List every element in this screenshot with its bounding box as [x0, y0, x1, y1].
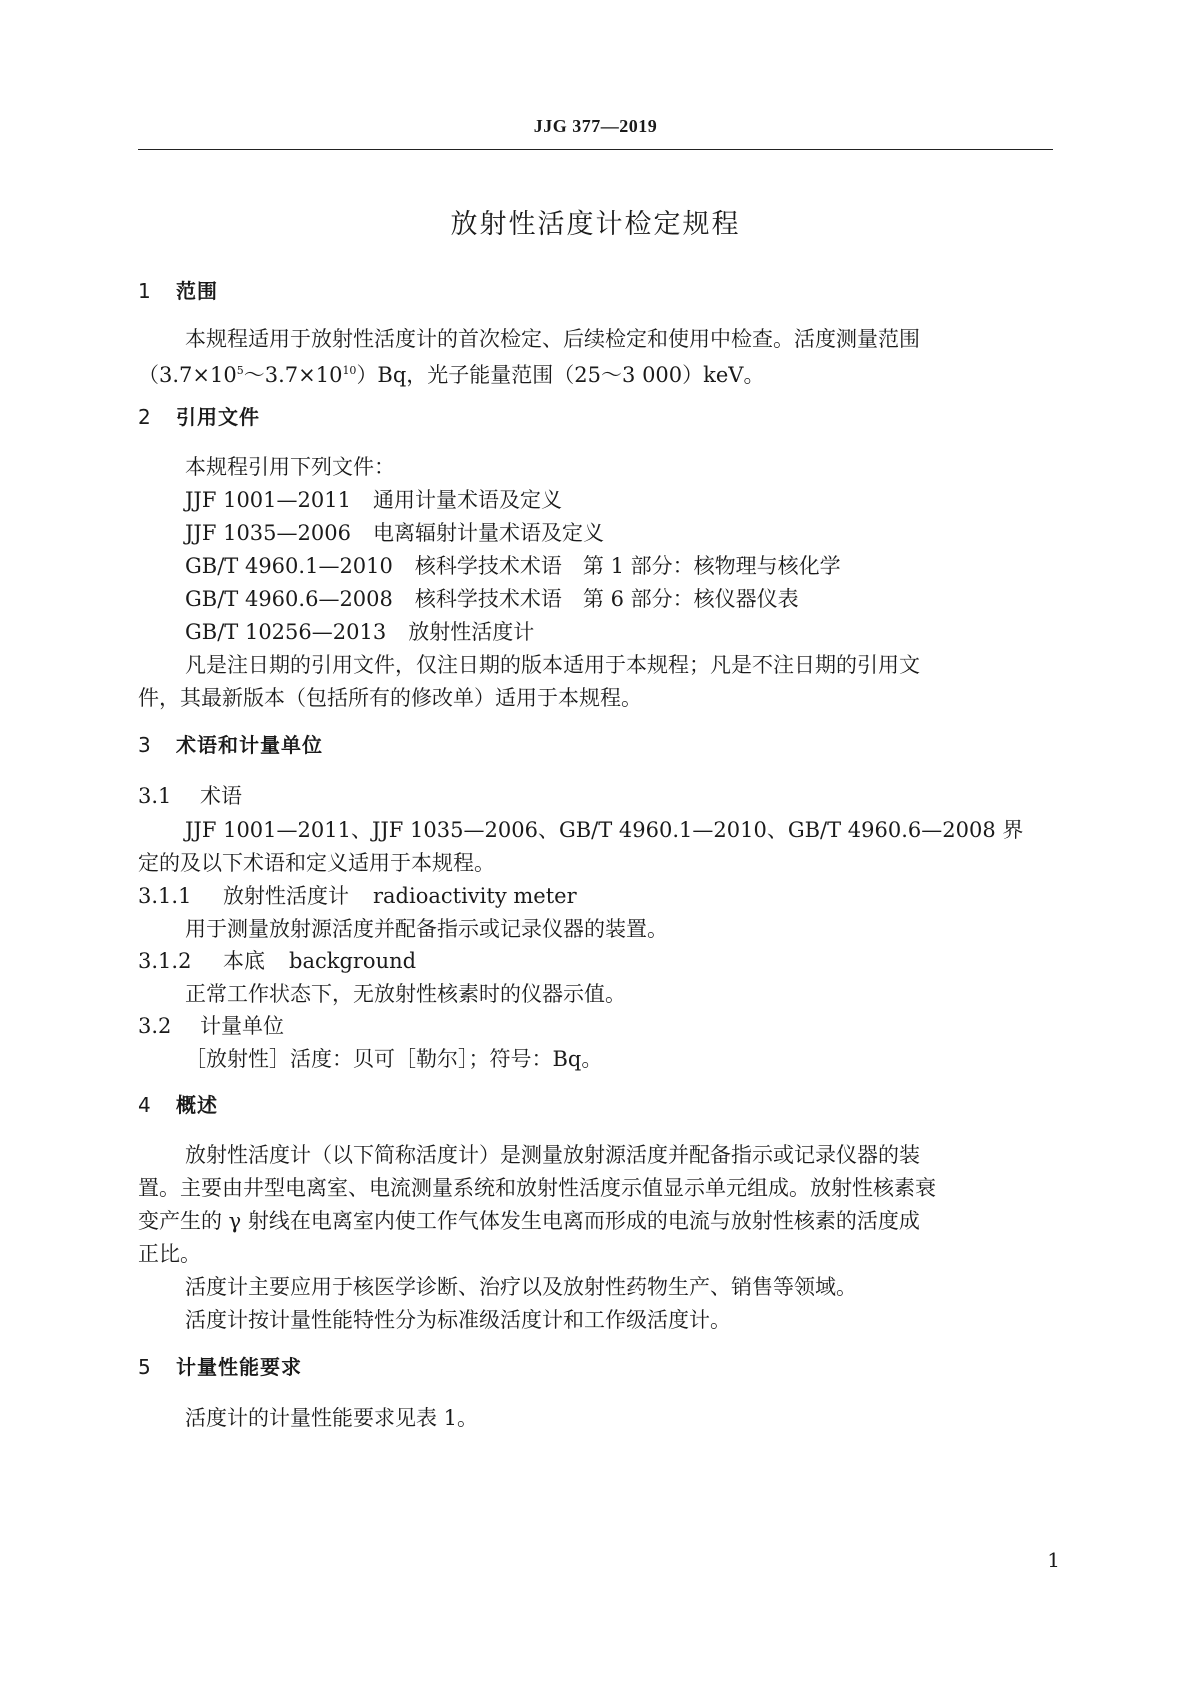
reference-item [185, 518, 1053, 548]
reference-code: JJF 1001—2011 [185, 488, 351, 512]
range-text-a: （3.7×10 [138, 363, 237, 387]
subsection-title: 计量单位 [200, 1014, 284, 1038]
section-3-heading [138, 730, 1053, 760]
reference-title: 核科学技术术语 第 1 部分：核物理与核化学 [414, 554, 841, 578]
term-definition: 用于测量放射源活度并配备指示或记录仪器的装置。 [185, 917, 668, 941]
term-english: background [289, 949, 417, 973]
paragraph-line: 定的及以下术语和定义适用于本规程。 [138, 851, 495, 875]
paragraph-line: 活度计的计量性能要求见表 1。 [185, 1406, 479, 1430]
exponent: 10 [342, 364, 357, 377]
reference-code: GB/T 10256—2013 [185, 620, 387, 644]
running-header [0, 116, 1191, 137]
header-rule [138, 149, 1053, 150]
subsection-number: 3.2 [138, 1014, 172, 1038]
term-definition: 正常工作状态下，无放射性核素时的仪器示值。 [185, 982, 626, 1006]
section-title: 范围 [176, 279, 218, 303]
subsection-title: 术语 [200, 784, 242, 808]
subsection-3-1-heading [138, 781, 1053, 811]
reference-item [185, 485, 1053, 515]
paragraph-line [138, 356, 1053, 390]
section-number: 1 [138, 279, 152, 303]
paragraph-line: 置。主要由井型电离室、电流测量系统和放射性活度示值显示单元组成。放射性核素衰 [138, 1176, 936, 1200]
section-title: 概述 [176, 1093, 218, 1117]
range-text-c: ）Bq，光子能量范围（25～3 000）keV。 [356, 363, 765, 387]
paragraph-line: 本规程适用于放射性活度计的首次检定、后续检定和使用中检查。活度测量范围 [185, 327, 920, 351]
reference-code: JJF 1035—2006 [185, 521, 351, 545]
section-number: 2 [138, 405, 152, 429]
range-text-b: ～3.7×10 [243, 363, 343, 387]
subsection-3-2-heading [138, 1011, 1053, 1041]
paragraph-line: 正比。 [138, 1242, 201, 1266]
paragraph-line: 活度计主要应用于核医学诊断、治疗以及放射性药物生产、销售等领域。 [185, 1275, 857, 1299]
term-number: 3.1.2 [138, 949, 192, 973]
reference-item [185, 584, 1053, 614]
standard-code: JJG 377—2019 [533, 116, 658, 136]
term-3-1-1 [138, 881, 1053, 911]
reference-title: 通用计量术语及定义 [372, 488, 562, 512]
reference-item [185, 551, 1053, 581]
subsection-number: 3.1 [138, 784, 172, 808]
term-english: radioactivity meter [373, 884, 577, 908]
term-number: 3.1.1 [138, 884, 192, 908]
paragraph-line: JJF 1001—2011、JJF 1035—2006、GB/T 4960.1—2010、GB/T 4960.6—2008 界 [185, 818, 1024, 842]
paragraph-line: 变产生的 γ 射线在电离室内使工作气体发生电离而形成的电流与放射性核素的活度成 [138, 1209, 920, 1233]
paragraph-line: 件，其最新版本（包括所有的修改单）适用于本规程。 [138, 686, 642, 710]
term-name: 本底 [223, 949, 265, 973]
paragraph-line: 活度计按计量性能特性分为标准级活度计和工作级活度计。 [185, 1308, 731, 1332]
section-title: 引用文件 [176, 405, 260, 429]
reference-title: 放射性活度计 [408, 620, 535, 644]
reference-title: 核科学技术术语 第 6 部分：核仪器仪表 [414, 587, 799, 611]
section-1-heading [138, 276, 1053, 306]
section-2-heading [138, 402, 1053, 432]
paragraph-line: 凡是注日期的引用文件，仅注日期的版本适用于本规程；凡是不注日期的引用文 [185, 653, 920, 677]
section-5-heading [138, 1352, 1053, 1382]
reference-code: GB/T 4960.6—2008 [185, 587, 393, 611]
section-4-heading [138, 1090, 1053, 1120]
section-title: 术语和计量单位 [176, 733, 323, 757]
section-number: 4 [138, 1093, 152, 1117]
paragraph-line: 本规程引用下列文件： [185, 455, 395, 479]
page-title: 放射性活度计检定规程 [450, 209, 741, 240]
exponent: 5 [236, 364, 244, 377]
section-number: 3 [138, 733, 152, 757]
reference-item [185, 617, 1053, 647]
page-number: 1 [1047, 1548, 1060, 1572]
term-3-1-2 [138, 946, 1053, 976]
reference-code: GB/T 4960.1—2010 [185, 554, 393, 578]
section-title: 计量性能要求 [176, 1355, 302, 1379]
paragraph-line: 放射性活度计（以下简称活度计）是测量放射源活度并配备指示或记录仪器的装 [185, 1143, 920, 1167]
reference-title: 电离辐射计量术语及定义 [372, 521, 604, 545]
term-name: 放射性活度计 [223, 884, 349, 908]
section-number: 5 [138, 1355, 152, 1379]
unit-definition: ［放射性］活度：贝可［勒尔］；符号：Bq。 [185, 1047, 603, 1071]
